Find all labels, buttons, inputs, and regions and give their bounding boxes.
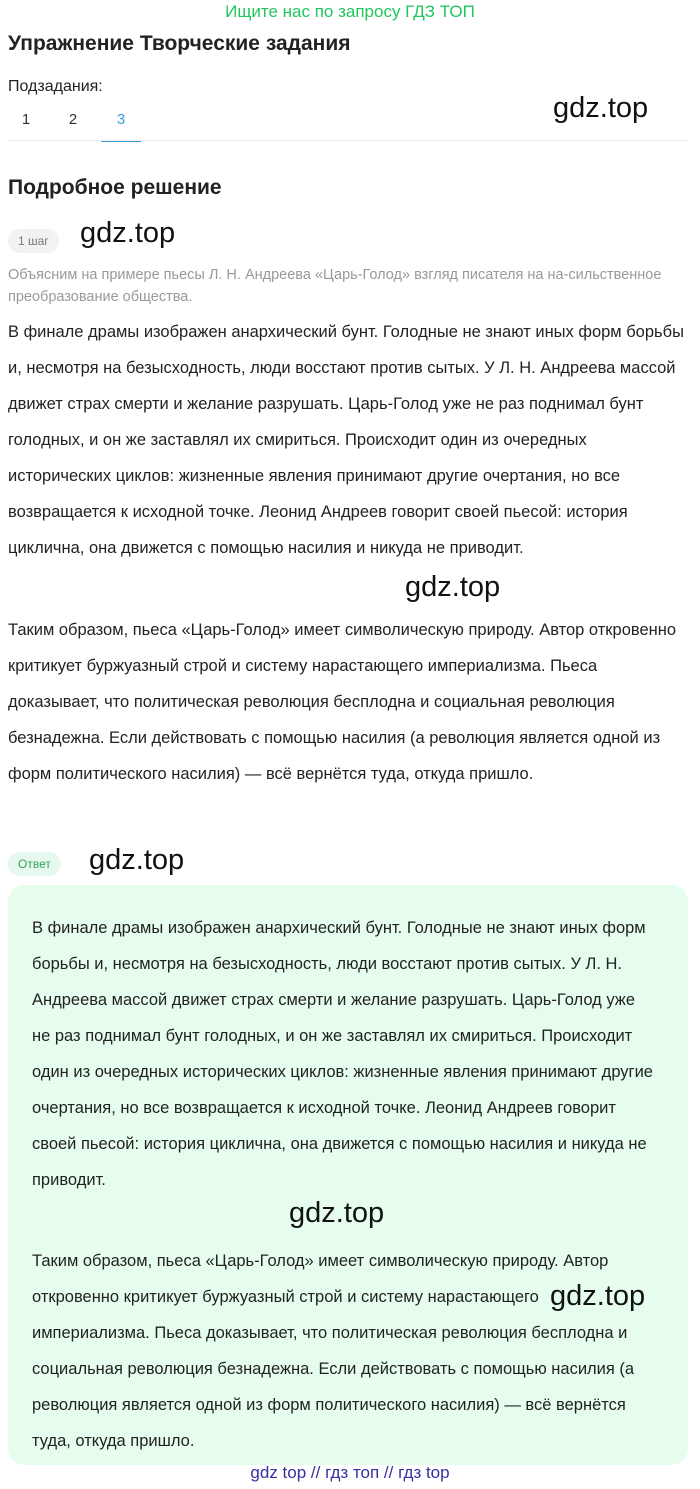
answer-paragraph-2: Таким образом, пьеса «Царь-Голод» имеет символическую природу. Автор откровенно критикует буржуазный строй и систему нарастающего империализма. Пьеса доказывает, что политическая революция бесплодна и социальная революция безнадежна. Если действовать с помощью насилия (а революция является одной из форм политического насилия) — всё вернётся туда, откуда пришло. <box>32 1252 635 1450</box>
watermark: gdz.top <box>405 571 501 603</box>
tabs-divider <box>8 140 688 141</box>
step-badge: 1 шаг <box>8 229 59 253</box>
answer-paragraph-1: В финале драмы изображен анархический бунт. Голодные не знают иных форм борьбы и, несмотря на безысходность, люди восстают против сытых. У Л. Н. Андреева массой движет страх смерти и желание разрушать. Царь-Голод уже не раз поднимал бунт голодных, и он же заставлял их смириться. Происходит один из очередных исторических циклов: жизненные явления принимают другие очертания, но все возвращается к исходной точке. Леонид Андреев говорит своей пьесой: история циклична, она движется с помощью насилия и никуда не приводит. <box>32 919 653 1189</box>
solution-intro: Объясним на примере пьесы Л. Н. Андреева «Царь-Голод» взгляд писателя на на-сильственное преобразование общества. <box>8 267 662 305</box>
watermark: gdz.top <box>553 92 649 124</box>
subtask-tab-1[interactable]: 1 <box>21 111 31 128</box>
watermark: gdz.top <box>80 217 176 249</box>
footer-links[interactable]: gdz top // гдз топ // гдз top <box>250 1463 450 1482</box>
subtask-tab-2[interactable]: 2 <box>68 111 78 128</box>
solution-heading: Подробное решение <box>8 176 222 199</box>
subtask-tab-3[interactable]: 3 <box>101 110 141 142</box>
solution-paragraph-1: В финале драмы изображен анархический бунт. Голодные не знают иных форм борьбы и, несмотря на безысходность, люди восстают против сытых. У Л. Н. Андреева массой движет страх смерти и желание разрушать. Царь-Голод уже не раз поднимал бунт голодных, и он же заставлял их смириться. Происходит один из очередных исторических циклов: жизненные явления принимают другие очертания, но все возвращается к исходной точке. Леонид Андреев говорит своей пьесой: история циклична, она движется с помощью насилия и никуда не приводит. <box>8 323 684 557</box>
subtasks-label: Подзадания: <box>8 78 103 95</box>
solution-paragraph-2: Таким образом, пьеса «Царь-Голод» имеет символическую природу. Автор откровенно критикует буржуазный строй и систему нарастающего империализма. Пьеса доказывает, что политическая революция бесплодна и социальная революция безнадежна. Если действовать с помощью насилия (а революция является одной из форм политического насилия) — всё вернётся туда, откуда пришло. <box>8 621 677 783</box>
promo-banner[interactable]: Ищите нас по запросу ГДЗ ТОП <box>225 2 475 21</box>
watermark: gdz.top <box>289 1197 385 1229</box>
watermark: gdz.top <box>89 844 185 876</box>
watermark: gdz.top <box>550 1280 646 1312</box>
page-title: Упражнение Творческие задания <box>8 32 351 55</box>
answer-badge: Ответ <box>8 852 61 876</box>
